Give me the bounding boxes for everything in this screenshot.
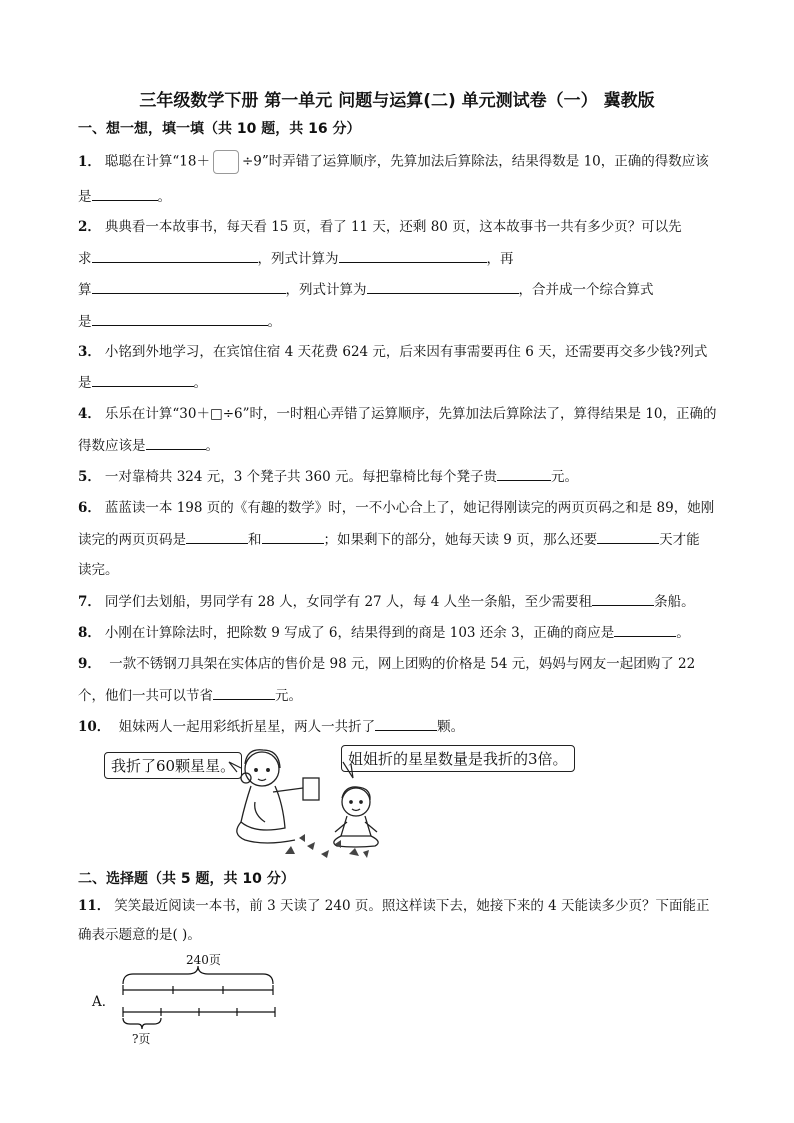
paper-stars <box>285 834 369 858</box>
question-7-line-1 <box>78 591 695 612</box>
question-text: ，列式计算为 <box>257 251 339 267</box>
question-number: 9． <box>78 656 101 672</box>
question-text: 确表示题意的是( )。 <box>78 927 201 943</box>
question-text: 。 <box>157 189 171 205</box>
answer-blank[interactable] <box>213 685 275 700</box>
question-6-line-3 <box>78 560 119 580</box>
question-text: 和 <box>248 532 262 548</box>
question-1-line-1 <box>78 150 709 174</box>
question-text: 算 <box>78 282 92 298</box>
question-1-line-2 <box>78 186 171 207</box>
option-a-line-diagram <box>118 962 280 1032</box>
answer-blank[interactable] <box>262 529 324 544</box>
question-text: 小刚在计算除法时，把除数 9 写成了 6，结果得到的商是 103 还余 3，正确的商应是 <box>104 625 615 641</box>
question-text: 乐乐在计算“30＋□÷6”时，一时粗心弄错了运算顺序，先算加法后算除法了，算得结果是 10，正确的 <box>104 406 717 422</box>
question-text: 。 <box>267 314 281 330</box>
question-3-line-2 <box>78 372 207 393</box>
question-text: 读完。 <box>78 562 119 578</box>
question-text: 是 <box>78 375 92 391</box>
top-brace <box>123 966 273 984</box>
question-number: 4． <box>78 406 101 422</box>
answer-blank[interactable] <box>592 591 654 606</box>
younger-sister-figure <box>334 787 378 847</box>
question-2-line-2 <box>78 248 514 269</box>
question-6-line-1 <box>78 498 714 518</box>
question-4-line-1 <box>78 404 717 424</box>
question-number: 7． <box>78 594 101 610</box>
answer-blank[interactable] <box>92 186 158 201</box>
question-text: 是 <box>78 189 92 205</box>
question-6-line-2 <box>78 529 700 550</box>
question-text: ÷9”时弄错了运算顺序，先算加法后算除法，结果得数是 10，正确的得数应该 <box>242 153 709 170</box>
question-text: 读完的两页页码是 <box>78 532 186 548</box>
answer-blank[interactable] <box>146 435 206 450</box>
question-text: 元。 <box>275 688 302 704</box>
answer-box[interactable] <box>213 150 239 174</box>
question-text: 典典看一本故事书，每天看 15 页，看了 11 天，还剩 80 页，这本故事书一共有多少页？可以先 <box>104 219 682 235</box>
question-text: ；如果剩下的部分，她每天读 9 页，那么还要 <box>323 532 598 548</box>
answer-blank[interactable] <box>92 248 258 263</box>
question-3-line-1 <box>78 342 707 362</box>
question-text: 个，他们一共可以节省 <box>78 688 213 704</box>
question-text: 同学们去划船，男同学有 28 人，女同学有 27 人，每 4 人坐一条船，至少需要租 <box>104 594 593 610</box>
option-a-label[interactable]: A． <box>92 994 116 1010</box>
section-heading-fill: 一、想一想，填一填（共 10 题，共 16 分） <box>78 121 361 137</box>
answer-blank[interactable] <box>597 529 659 544</box>
answer-blank[interactable] <box>375 716 437 731</box>
speech-bubble-left: 我折了60颗星星。 <box>104 752 242 779</box>
question-text: 。 <box>205 438 219 454</box>
answer-blank[interactable] <box>92 372 194 387</box>
question-number: 8． <box>78 625 101 641</box>
answer-blank[interactable] <box>339 248 487 263</box>
question-text: 颗。 <box>437 719 465 735</box>
answer-blank[interactable] <box>497 466 551 481</box>
question-2-line-3 <box>78 279 654 300</box>
question-5-line-1 <box>78 466 578 487</box>
diagram-bottom-label: ?页 <box>132 1032 151 1046</box>
question-number: 10． <box>78 719 111 735</box>
question-text: 一款不锈钢刀具架在实体店的售价是 98 元，网上团购的价格是 54 元，妈妈与网友一起团购了 22 <box>104 656 696 672</box>
section-heading-choice: 二、选择题（共 5 题，共 10 分） <box>78 871 295 887</box>
question-4-line-2 <box>78 435 219 456</box>
question-11-line-1 <box>78 896 710 916</box>
question-text: 。 <box>676 625 690 641</box>
question-10-line-1 <box>78 716 464 737</box>
question-text: 笑笑最近阅读一本书，前 3 天读了 240 页。照这样读下去，她接下来的 4 天能读多少页？下面能正 <box>114 898 710 914</box>
question-number: 3． <box>78 344 101 360</box>
question-text: 聪聪在计算“18＋ <box>104 153 210 170</box>
speech-bubble-right: 姐姐折的星星数量是我折的3倍。 <box>341 745 575 772</box>
bottom-brace <box>123 1018 161 1029</box>
question-number: 11． <box>78 898 111 914</box>
question-text: ，再 <box>486 251 514 267</box>
question-2-line-1 <box>78 217 682 237</box>
question-2-line-4 <box>78 311 281 332</box>
question-text: 。 <box>193 375 207 391</box>
diagram-top-label: 240页 <box>186 953 221 967</box>
question-11-line-2 <box>78 925 201 945</box>
page-title: 三年级数学下册 第一单元 问题与运算(二) 单元测试卷（一） 冀教版 <box>139 91 655 111</box>
question-text: 天才能 <box>659 532 700 548</box>
question-text: ，合并成一个综合算式 <box>518 282 654 298</box>
question-9-line-1 <box>78 654 695 674</box>
question-text: 姐妹两人一起用彩纸折星星，两人一共折了 <box>114 719 376 735</box>
question-text: 小铭到外地学习，在宾馆住宿 4 天花费 624 元，后来因有事需要再住 6 天，还需要再交多少钱?列式 <box>104 344 708 360</box>
question-text: 是 <box>78 314 92 330</box>
question-number: 6． <box>78 500 101 516</box>
question-9-line-2 <box>78 685 302 706</box>
question-text: 元。 <box>551 469 578 485</box>
question-number: 1． <box>78 153 101 170</box>
answer-blank[interactable] <box>367 279 519 294</box>
answer-blank[interactable] <box>92 311 268 326</box>
question-text: 蓝蓝读一本 198 页的《有趣的数学》时，一不小心合上了，她记得刚读完的两页页码之和是 89，她刚 <box>104 500 715 516</box>
answer-blank[interactable] <box>614 622 676 637</box>
older-sister-figure <box>237 750 319 843</box>
question-8-line-1 <box>78 622 690 643</box>
question-text: 得数应该是 <box>78 438 146 454</box>
question-number: 2． <box>78 219 101 235</box>
question-text: 求 <box>78 251 92 267</box>
two-girls-illustration <box>225 742 385 860</box>
question-text: 条船。 <box>654 594 695 610</box>
question-text: 一对靠椅共 324 元，3 个凳子共 360 元。每把靠椅比每个凳子贵 <box>104 469 497 485</box>
question-text: ，列式计算为 <box>285 282 367 298</box>
answer-blank[interactable] <box>92 279 286 294</box>
question-number: 5． <box>78 469 101 485</box>
answer-blank[interactable] <box>186 529 248 544</box>
